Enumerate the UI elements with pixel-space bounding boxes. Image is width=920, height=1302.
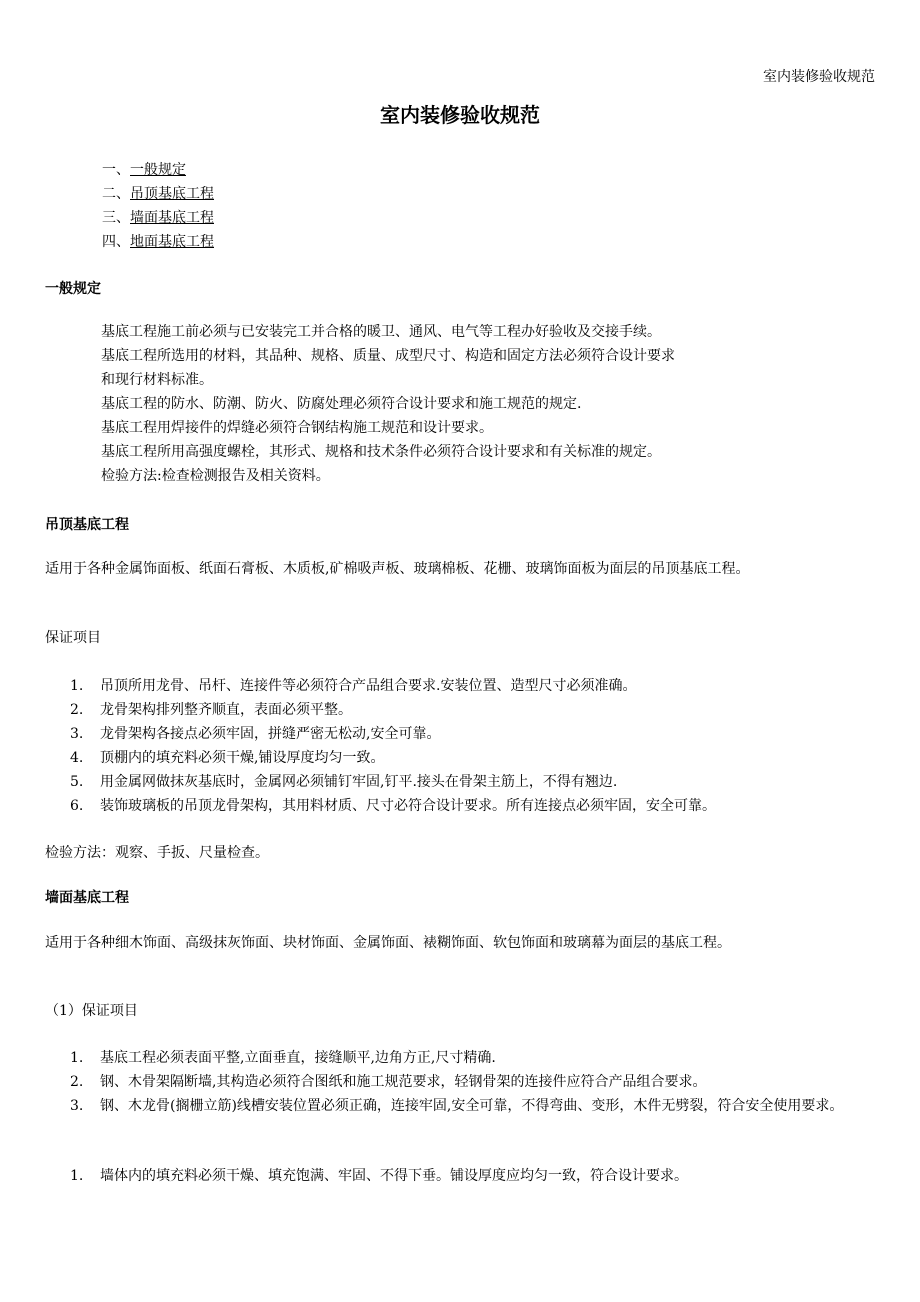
list-number: 3. [70,726,84,742]
toc-item[interactable] [102,182,214,206]
list-number: 6. [70,798,84,814]
list-item [70,698,880,722]
list-text: 龙骨架构排列整齐顺直，表面必须平整。 [100,702,352,718]
list-text: 装饰玻璃板的吊顶龙骨架构，其用料材质、尺寸必符合设计要求。所有连接点必须牢固，安全可靠。 [100,798,716,814]
general-line: 基底工程所选用的材料，其品种、规格、质量、成型尺寸、构造和固定方法必须符合设计要求 [101,348,675,364]
toc-link[interactable]: 吊顶基底工程 [130,186,214,202]
table-of-contents [102,158,214,254]
toc-item[interactable] [102,158,214,182]
wall-fill-list [70,1164,880,1188]
wall-guarantee-label: （1）保证项目 [45,1003,138,1019]
list-number: 2. [70,1074,84,1090]
list-text: 墙体内的填充料必须干燥、填充饱满、牢固、不得下垂。铺设厚度应均匀一致，符合设计要求。 [100,1168,688,1184]
wall-intro: 适用于各种细木饰面、高级抹灰饰面、块材饰面、金属饰面、裱糊饰面、软包饰面和玻璃幕为面层的基底工程。 [45,935,731,951]
list-item [70,674,880,698]
list-item [70,1070,880,1094]
list-text: 用金属网做抹灰基底时，金属网必须铺钉牢固,钉平.接头在骨架主筋上，不得有翘边. [100,774,618,790]
ceiling-intro: 适用于各种金属饰面板、纸面石膏板、木质板,矿棉吸声板、玻璃棉板、花栅、玻璃饰面板为面层的吊顶基底工程。 [45,561,750,577]
ceiling-guarantee-list [70,674,880,818]
list-number: 1. [70,678,84,694]
general-line: 和现行材料标准。 [101,372,213,388]
list-text: 顶棚内的填充料必须干燥,铺设厚度均匀一致。 [100,750,385,766]
list-item [70,1164,880,1188]
toc-item[interactable] [102,230,214,254]
running-header: 室内装修验收规范 [763,69,875,85]
ceiling-inspection-method: 检验方法：观察、手扳、尺量检查。 [45,845,269,861]
list-text: 基底工程必须表面平整,立面垂直，接缝顺平,边角方正,尺寸精确. [100,1050,496,1066]
list-item [70,1094,880,1118]
toc-num: 四、 [102,234,130,250]
list-text: 钢、木龙骨(搁栅立筋)线槽安装位置必须正确，连接牢固,安全可靠，不得弯曲、变形，木件无劈裂，符合安全使用要求。 [100,1098,844,1114]
general-line: 基底工程施工前必须与已安装完工并合格的暖卫、通风、电气等工程办好验收及交接手续。 [101,324,661,340]
section-heading-wall: 墙面基底工程 [45,890,129,906]
toc-num: 三、 [102,210,130,226]
section-heading-ceiling: 吊顶基底工程 [45,517,129,533]
list-item [70,770,880,794]
general-paragraph [101,320,891,488]
list-number: 1. [70,1168,84,1184]
toc-num: 一、 [102,162,130,178]
list-item [70,794,880,818]
list-item [70,1046,880,1070]
wall-guarantee-list [70,1046,880,1118]
list-item [70,722,880,746]
section-heading-general: 一般规定 [45,281,101,297]
toc-link[interactable]: 一般规定 [130,162,186,178]
general-line: 基底工程用焊接件的焊缝必须符合钢结构施工规范和设计要求。 [101,420,493,436]
list-number: 4. [70,750,84,766]
general-line: 基底工程的防水、防潮、防火、防腐处理必须符合设计要求和施工规范的规定. [101,396,582,412]
list-number: 2. [70,702,84,718]
list-text: 龙骨架构各接点必须牢固，拼缝严密无松动,安全可靠。 [100,726,441,742]
general-line: 检验方法:检查检测报告及相关资料。 [101,468,330,484]
list-number: 5. [70,774,84,790]
toc-link[interactable]: 墙面基底工程 [130,210,214,226]
toc-link[interactable]: 地面基底工程 [130,234,214,250]
list-number: 3. [70,1098,84,1114]
list-item [70,746,880,770]
general-line: 基底工程所用高强度螺栓，其形式、规格和技术条件必须符合设计要求和有关标准的规定。 [101,444,661,460]
toc-num: 二、 [102,186,130,202]
list-number: 1. [70,1050,84,1066]
page-title: 室内装修验收规范 [380,103,540,127]
list-text: 吊顶所用龙骨、吊杆、连接件等必须符合产品组合要求.安装位置、造型尺寸必须准确。 [100,678,637,694]
toc-item[interactable] [102,206,214,230]
ceiling-guarantee-label: 保证项目 [45,630,101,646]
list-text: 钢、木骨架隔断墙,其构造必须符合图纸和施工规范要求，轻钢骨架的连接件应符合产品组合要求。 [100,1074,707,1090]
